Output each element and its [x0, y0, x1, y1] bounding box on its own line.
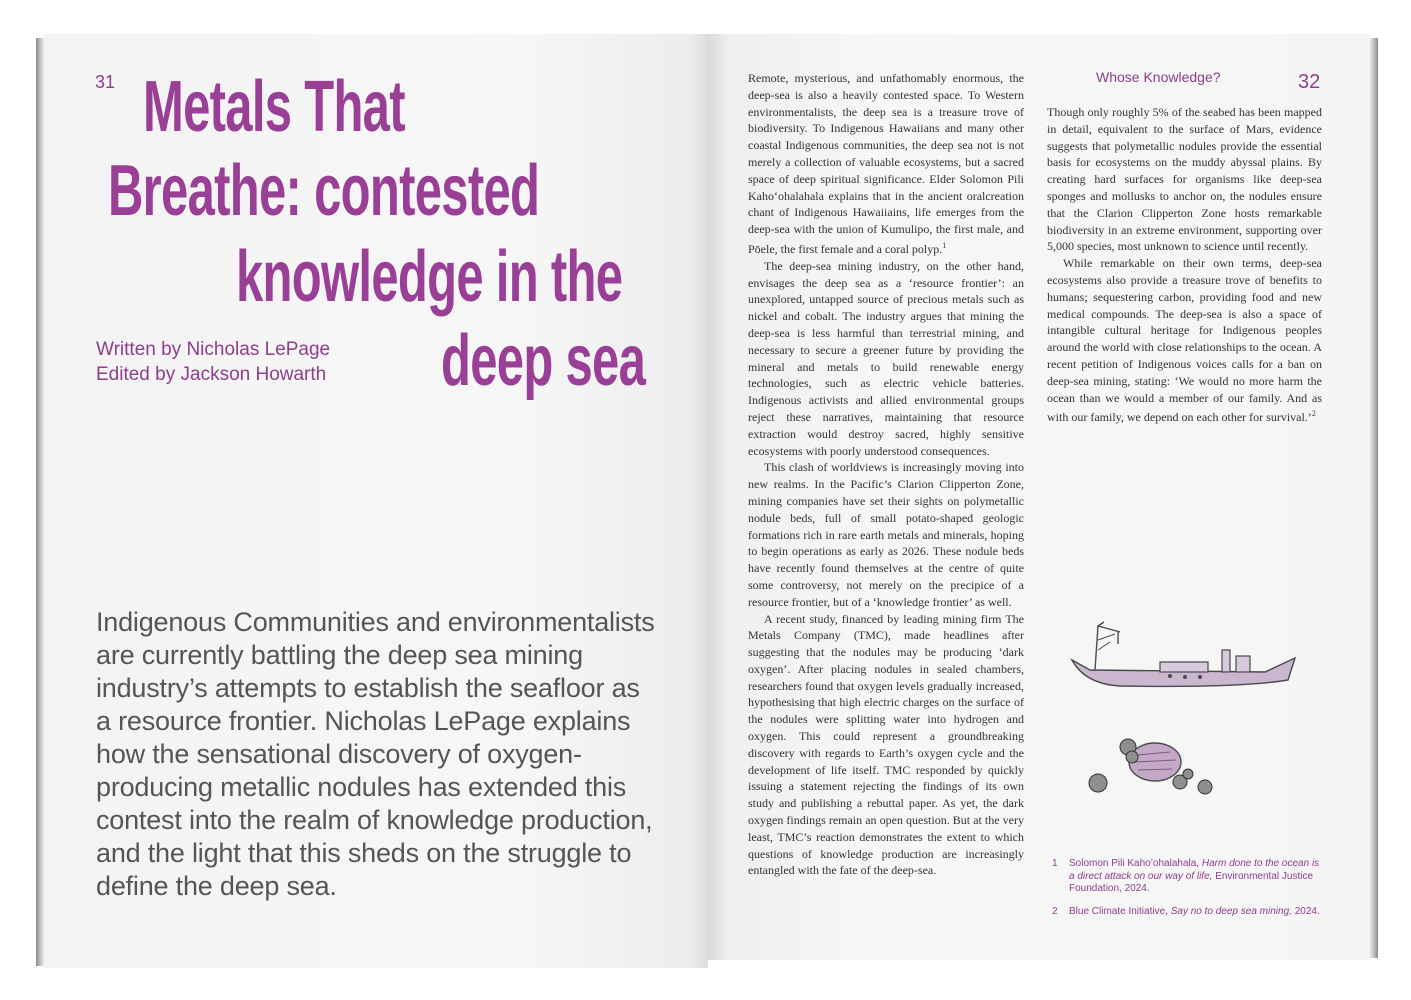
page-number-right: 32	[1298, 71, 1321, 93]
body-paragraph: This clash of worldviews is increasingly moving into new realms. In the Pacific’s Clarion Clipperton Zone, mining companies have set their sights on polymetallic nodule beds, full of small potato-shaped geologic formations rich in rare earth metals and minerals, hoping to begin operations as early as 2026. These nodule beds have recently found themselves at the centre of quite some controversy, not merely on the precipice of a resource frontier, but of a ‘knowledge frontier’ as well.	[748, 460, 1024, 609]
footnote-2: 2 Blue Climate Initiative, Say no to deep sea mining, 2024.	[1052, 905, 1320, 917]
footnote-number: 1	[1052, 858, 1058, 869]
mining-ship-drawing	[1072, 622, 1295, 686]
title-line-1: Metals That	[143, 67, 405, 147]
body-paragraph: A recent study, financed by leading mining firm The Metals Company (TMC), made headlines after suggesting that the nodules may be producing ‘dark oxygen’. After placing nodules in sealed chambers, researchers found that oxygen levels gradually increased, hypothesising that high electric charges on the surface of the nodules were splitting water into hydrogen and oxygen. This could represent a groundbreaking discovery with regards to Earth’s oxygen cycle and the development of life itself. TMC responded by quickly issuing a statement rejecting the findings of its own study and publishing a rebuttal paper. As yet, the dark oxygen findings remain an open question. But at the very least, TMC’s reaction demonstrates the extent to which questions of knowledge production are increasingly entangled with the fate of the deep-sea.	[748, 611, 1024, 878]
editor-credit: Edited by Jackson Howarth	[96, 364, 327, 385]
book-edge-left	[36, 38, 44, 966]
body-paragraph: Remote, mysterious, and unfathomably enormous, the deep-sea is also a heavily contested space. To Western environmentalists, the deep sea is a treasure trove of biodiversity. To Indigenous Hawaiians and many other coastal Indigenous communities, the deep sea not is not merely a collection of valuable ecosystems, but a sacred space of deep spiritual significance. Elder Solomon Pili Kaho‘ohalahala explains that in the ancient oralcreation chant of Indigenous Hawaiiains, life emerges from the deep-sea with the union of Kumulipo, the first male, and Pōele, the first female and a coral polyp.$^1$	[748, 71, 1024, 256]
body-column-1	[748, 70, 1024, 879]
ship-and-nodules-illustration	[1060, 620, 1310, 810]
title-line-2: Breathe: contested	[108, 151, 540, 231]
footnote-ref[interactable]: 2	[1311, 409, 1316, 419]
page-number-left: 31	[95, 72, 116, 92]
running-head: Whose Knowledge?	[1096, 69, 1221, 85]
title-line-3: knowledge in the	[236, 237, 623, 317]
book-edge-right	[1370, 38, 1378, 958]
footnote-ref[interactable]: 1	[942, 240, 947, 250]
body-paragraph: While remarkable on their own terms, deep-sea ecosystems also provide a treasure trove of benefits to humans; sequestering carbon, providing food and new medical compounds. The deep-sea is also a space of intangible cultural heritage for Indigenous peoples around the world with close relationships to the ocean. A recent petition of Indigenous voices calls for a ban on deep-sea mining, stating: ‘We would no more harm the ocean than we would a member of our family. And as with our family, we depend on each other for survival.’$^2$	[1047, 256, 1322, 425]
body-column-2	[1047, 104, 1322, 426]
body-paragraph: Though only roughly 5% of the seabed has been mapped in detail, equivalent to the surface of Mars, evidence suggests that polymetallic nodules provide the essential basis for ecosystems on the muddy abyssal plains. By creating hard surfaces for organisms like deep-sea sponges and mollusks to anchor on, the nodules ensure that the Clarion Clipperton Zone hosts remarkable biodiversity in an extreme environment, supporting over 5,000 species, most unknown to science until recently.	[1047, 105, 1322, 254]
nodules-drawing	[1089, 739, 1212, 794]
body-paragraph: The deep-sea mining industry, on the other hand, envisages the deep sea as a ‘resource frontier’: an unexplored, untapped source of precious metals such as nickel and cobalt. The industry argues that mining the deep-sea is less harmful than terrestrial mining, and necessary to secure a greener future by providing the mineral and metals to build renewable energy technologies, such as electric vehicle batteries. Indigenous activists and allied environmental groups reject these narratives, maintaining that resource extraction would destroy sacred, highly sensitive ecosystems with poorly understood consequences.	[748, 258, 1024, 458]
footnote-number: 2	[1052, 905, 1058, 917]
footnote-1: 1 Solomon Pili Kaho’ohalahala, Harm done to the ocean is a direct attack on our way of life, Environmental Justice Foundation, 2024.	[1052, 858, 1320, 894]
lede-paragraph: Indigenous Communities and environmentalists are currently battling the deep sea mining industry’s attempts to establish the seafloor as a resource frontier. Nicholas LePage explains how the sensational discovery of oxygen-producing metallic nodules has extended this contest into the realm of knowledge production, and the light that this sheds on the struggle to define the deep sea.	[96, 607, 655, 901]
footnotes	[1052, 858, 1322, 928]
author-credit: Written by Nicholas LePage	[96, 339, 331, 360]
title-line-4: deep sea	[441, 321, 646, 401]
